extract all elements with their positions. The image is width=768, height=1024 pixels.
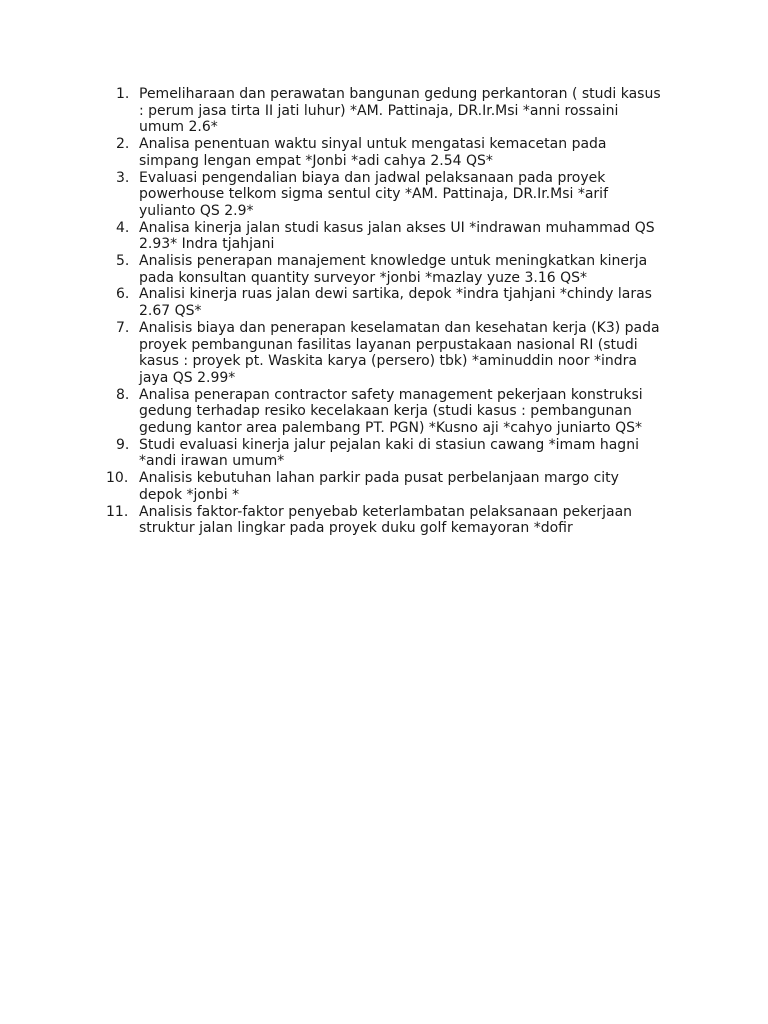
list-item-text: Analisa kinerja jalan studi kasus jalan akses UI *indrawan muhammad QS 2.93* Indra tjahjani <box>139 219 655 253</box>
list-item-number: 6. <box>116 286 130 303</box>
list-item <box>106 220 666 253</box>
list-item-number: 11. <box>106 503 129 520</box>
list-item-text: Analisa penentuan waktu sinyal untuk mengatasi kemacetan pada simpang lengan empat *Jonbi *adi cahya 2.54 QS* <box>139 136 607 169</box>
list-item-number: 3. <box>116 169 130 186</box>
list-item-number: 8. <box>116 386 130 403</box>
list-item-text: Analisi kinerja ruas jalan dewi sartika, depok *indra tjahjani *chindy laras 2.67 QS* <box>139 286 652 320</box>
list-item <box>106 286 666 319</box>
list-item <box>106 470 666 503</box>
list-item <box>106 136 666 169</box>
list-item-number: 9. <box>116 436 130 453</box>
list-item <box>106 437 666 470</box>
list-item-number: 10. <box>106 470 129 487</box>
list-item-text: Analisis biaya dan penerapan keselamatan dan kesehatan kerja (K3) pada proyek pembangunan fasilitas layanan perpustakaan nasional RI (studi kasus : proyek pt. Waskita karya (persero) tbk) *aminuddin noor *indra jaya QS 2.99* <box>139 319 660 386</box>
list-item <box>106 253 666 286</box>
list-item-number: 5. <box>116 253 130 270</box>
list-item-number: 2. <box>116 136 130 153</box>
list-item-text: Analisis kebutuhan lahan parkir pada pusat perbelanjaan margo city depok *jonbi * <box>139 470 619 503</box>
list-item <box>106 170 666 220</box>
list-item-number: 4. <box>116 219 130 236</box>
numbered-list <box>106 86 666 537</box>
list-item-text: Analisis faktor-faktor penyebab keterlambatan pelaksanaan pekerjaan struktur jalan lingkar pada proyek duku golf kemayoran *dofir <box>139 503 633 537</box>
list-item <box>106 320 666 387</box>
list-item-text: Pemeliharaan dan perawatan bangunan gedung perkantoran ( studi kasus : perum jasa tirta II jati luhur) *AM. Pattinaja, DR.Ir.Msi *anni rossaini umum 2.6* <box>139 86 661 136</box>
list-item-text: Evaluasi pengendalian biaya dan jadwal pelaksanaan pada proyek powerhouse telkom sigma sentul city *AM. Pattinaja, DR.Ir.Msi *arif yulianto QS 2.9* <box>139 169 608 219</box>
list-item-text: Studi evaluasi kinerja jalur pejalan kaki di stasiun cawang *imam hagni *andi irawan umum* <box>139 436 639 470</box>
list-item <box>106 504 666 537</box>
list-item-text: Analisa penerapan contractor safety management pekerjaan konstruksi gedung terhadap resiko kecelakaan kerja (studi kasus : pembangunan gedung kantor area palembang PT. PGN) *Kusno aji *cahyo juniarto QS* <box>139 386 643 437</box>
list-item-number: 1. <box>116 86 130 102</box>
list-item-number: 7. <box>116 319 130 336</box>
list-item-text: Analisis penerapan manajement knowledge untuk meningkatkan kinerja pada konsultan quantity surveyor *jonbi *mazlay yuze 3.16 QS* <box>139 253 648 286</box>
list-item <box>106 86 666 136</box>
list-item <box>106 387 666 437</box>
